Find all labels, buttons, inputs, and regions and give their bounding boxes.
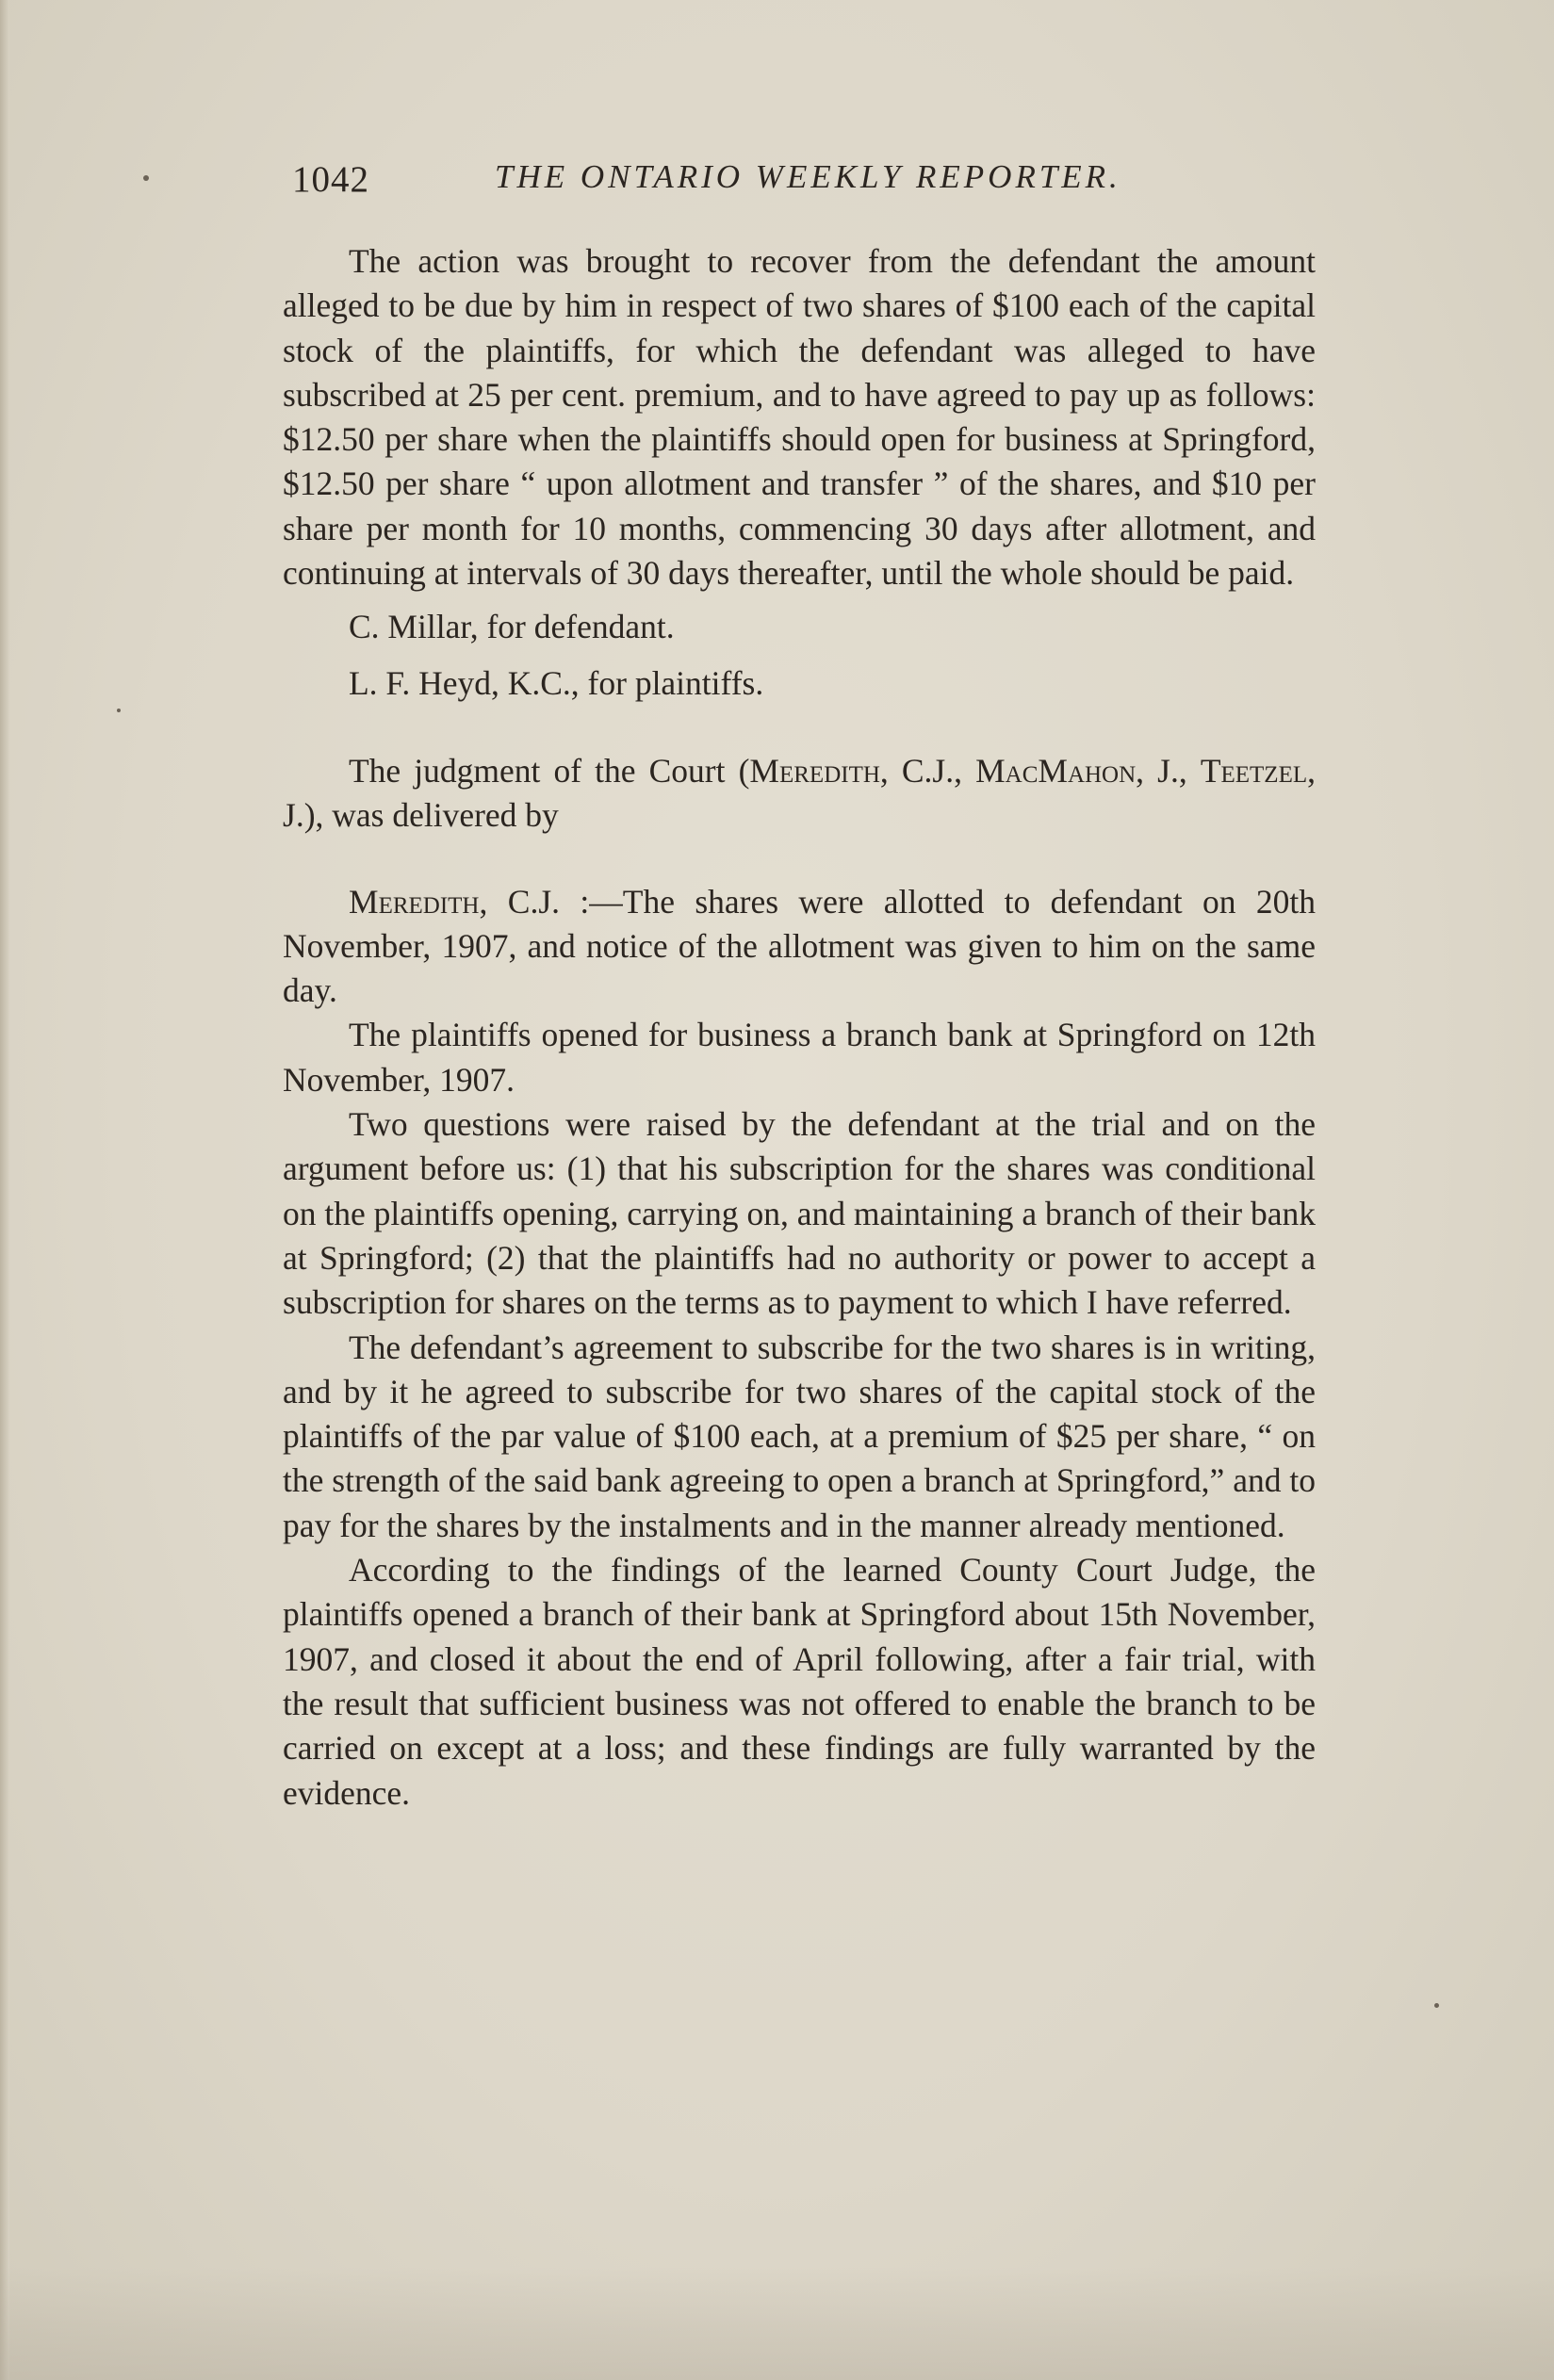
counsel-plaintiffs: L. F. Heyd, K.C., for plaintiffs. [349, 663, 764, 702]
questions-paragraph: Two questions were raised by the defendant at the trial and on the argument before us: (1) that his subscription for the shares was conditional on the plaintiffs opening, carrying on, and maintaining a branch of their bank at Springford; (2) that the plaintiffs had no authority or power to accept a subscription for shares on the terms as to payment to which I have referred. [283, 1105, 1316, 1322]
page-number: 1042 [292, 159, 369, 200]
agreement-paragraph: The defendant’s agreement to subscribe for the two shares is in writing, and by it he agreed to subscribe for two shares of the capital stock of the plaintiffs of the par value of $100 each, at a premium of $25 per share, “ on the strength of the said bank agreeing to open a branch at Springford,” and to pay for the shares by the instalments and in the manner already mentioned. [283, 1328, 1316, 1544]
judgment-intro-mid1: , C.J., [879, 751, 976, 790]
judgment-intro-tail: , J.), was delivered by [283, 751, 1316, 835]
page-header [292, 158, 1319, 211]
report-body [283, 239, 1316, 1816]
findings-paragraph: According to the findings of the learned County Court Judge, the plaintiffs opened a branch of their bank at Springford about 15th November, 1907, and closed it about the end of April following, after a fair trial, with the result that sufficient business was not offered to enable the branch to be carried on except at a loss; and these findings are fully warranted by the evidence. [283, 1551, 1316, 1812]
judgment-opening-paragraph [283, 880, 1316, 1014]
running-title: THE ONTARIO WEEKLY REPORTER. [495, 158, 1121, 195]
judgment-intro-mid2: , J., [1136, 751, 1201, 790]
judgment-intro-lead: The judgment of the Court ( [349, 751, 750, 790]
judgment-opening-text: , C.J. :—The shares were allotted to defendant on 20th November, 1907, and notice of the allotment was given to him on the same day. [283, 882, 1316, 1010]
page-spine-edge [0, 0, 9, 2380]
judgment-intro-paragraph [283, 749, 1316, 839]
judge-name-teetzel: Teetzel [1200, 751, 1308, 790]
print-speck [117, 709, 121, 712]
judge-name-macmahon: MacMahon [975, 751, 1137, 790]
judgment-author-name: Meredith [349, 882, 480, 921]
counsel-defendant: C. Millar, for defendant. [349, 608, 675, 646]
branch-opening-paragraph: The plaintiffs opened for business a branch bank at Springford on 12th November, 1907. [283, 1016, 1316, 1099]
case-summary-paragraph: The action was brought to recover from the defendant the amount alleged to be due by him in respect of two shares of $100 each of the capital stock of the plaintiffs, for which the defendant was alleged to have subscribed at 25 per cent. premium, and to have agreed to pay up as follows: $12.50 per share when the plaintiffs should open for business at Springford, $12.50 per share “ upon allotment and transfer ” of the shares, and $10 per share per month for 10 months, commencing 30 days after allotment, and continuing at intervals of 30 days thereafter, until the whole should be paid. [283, 242, 1316, 593]
judge-name-meredith: Meredith [749, 751, 880, 790]
print-speck [1434, 2003, 1439, 2008]
page-bottom-shading [0, 2267, 1554, 2380]
print-speck [143, 175, 149, 181]
